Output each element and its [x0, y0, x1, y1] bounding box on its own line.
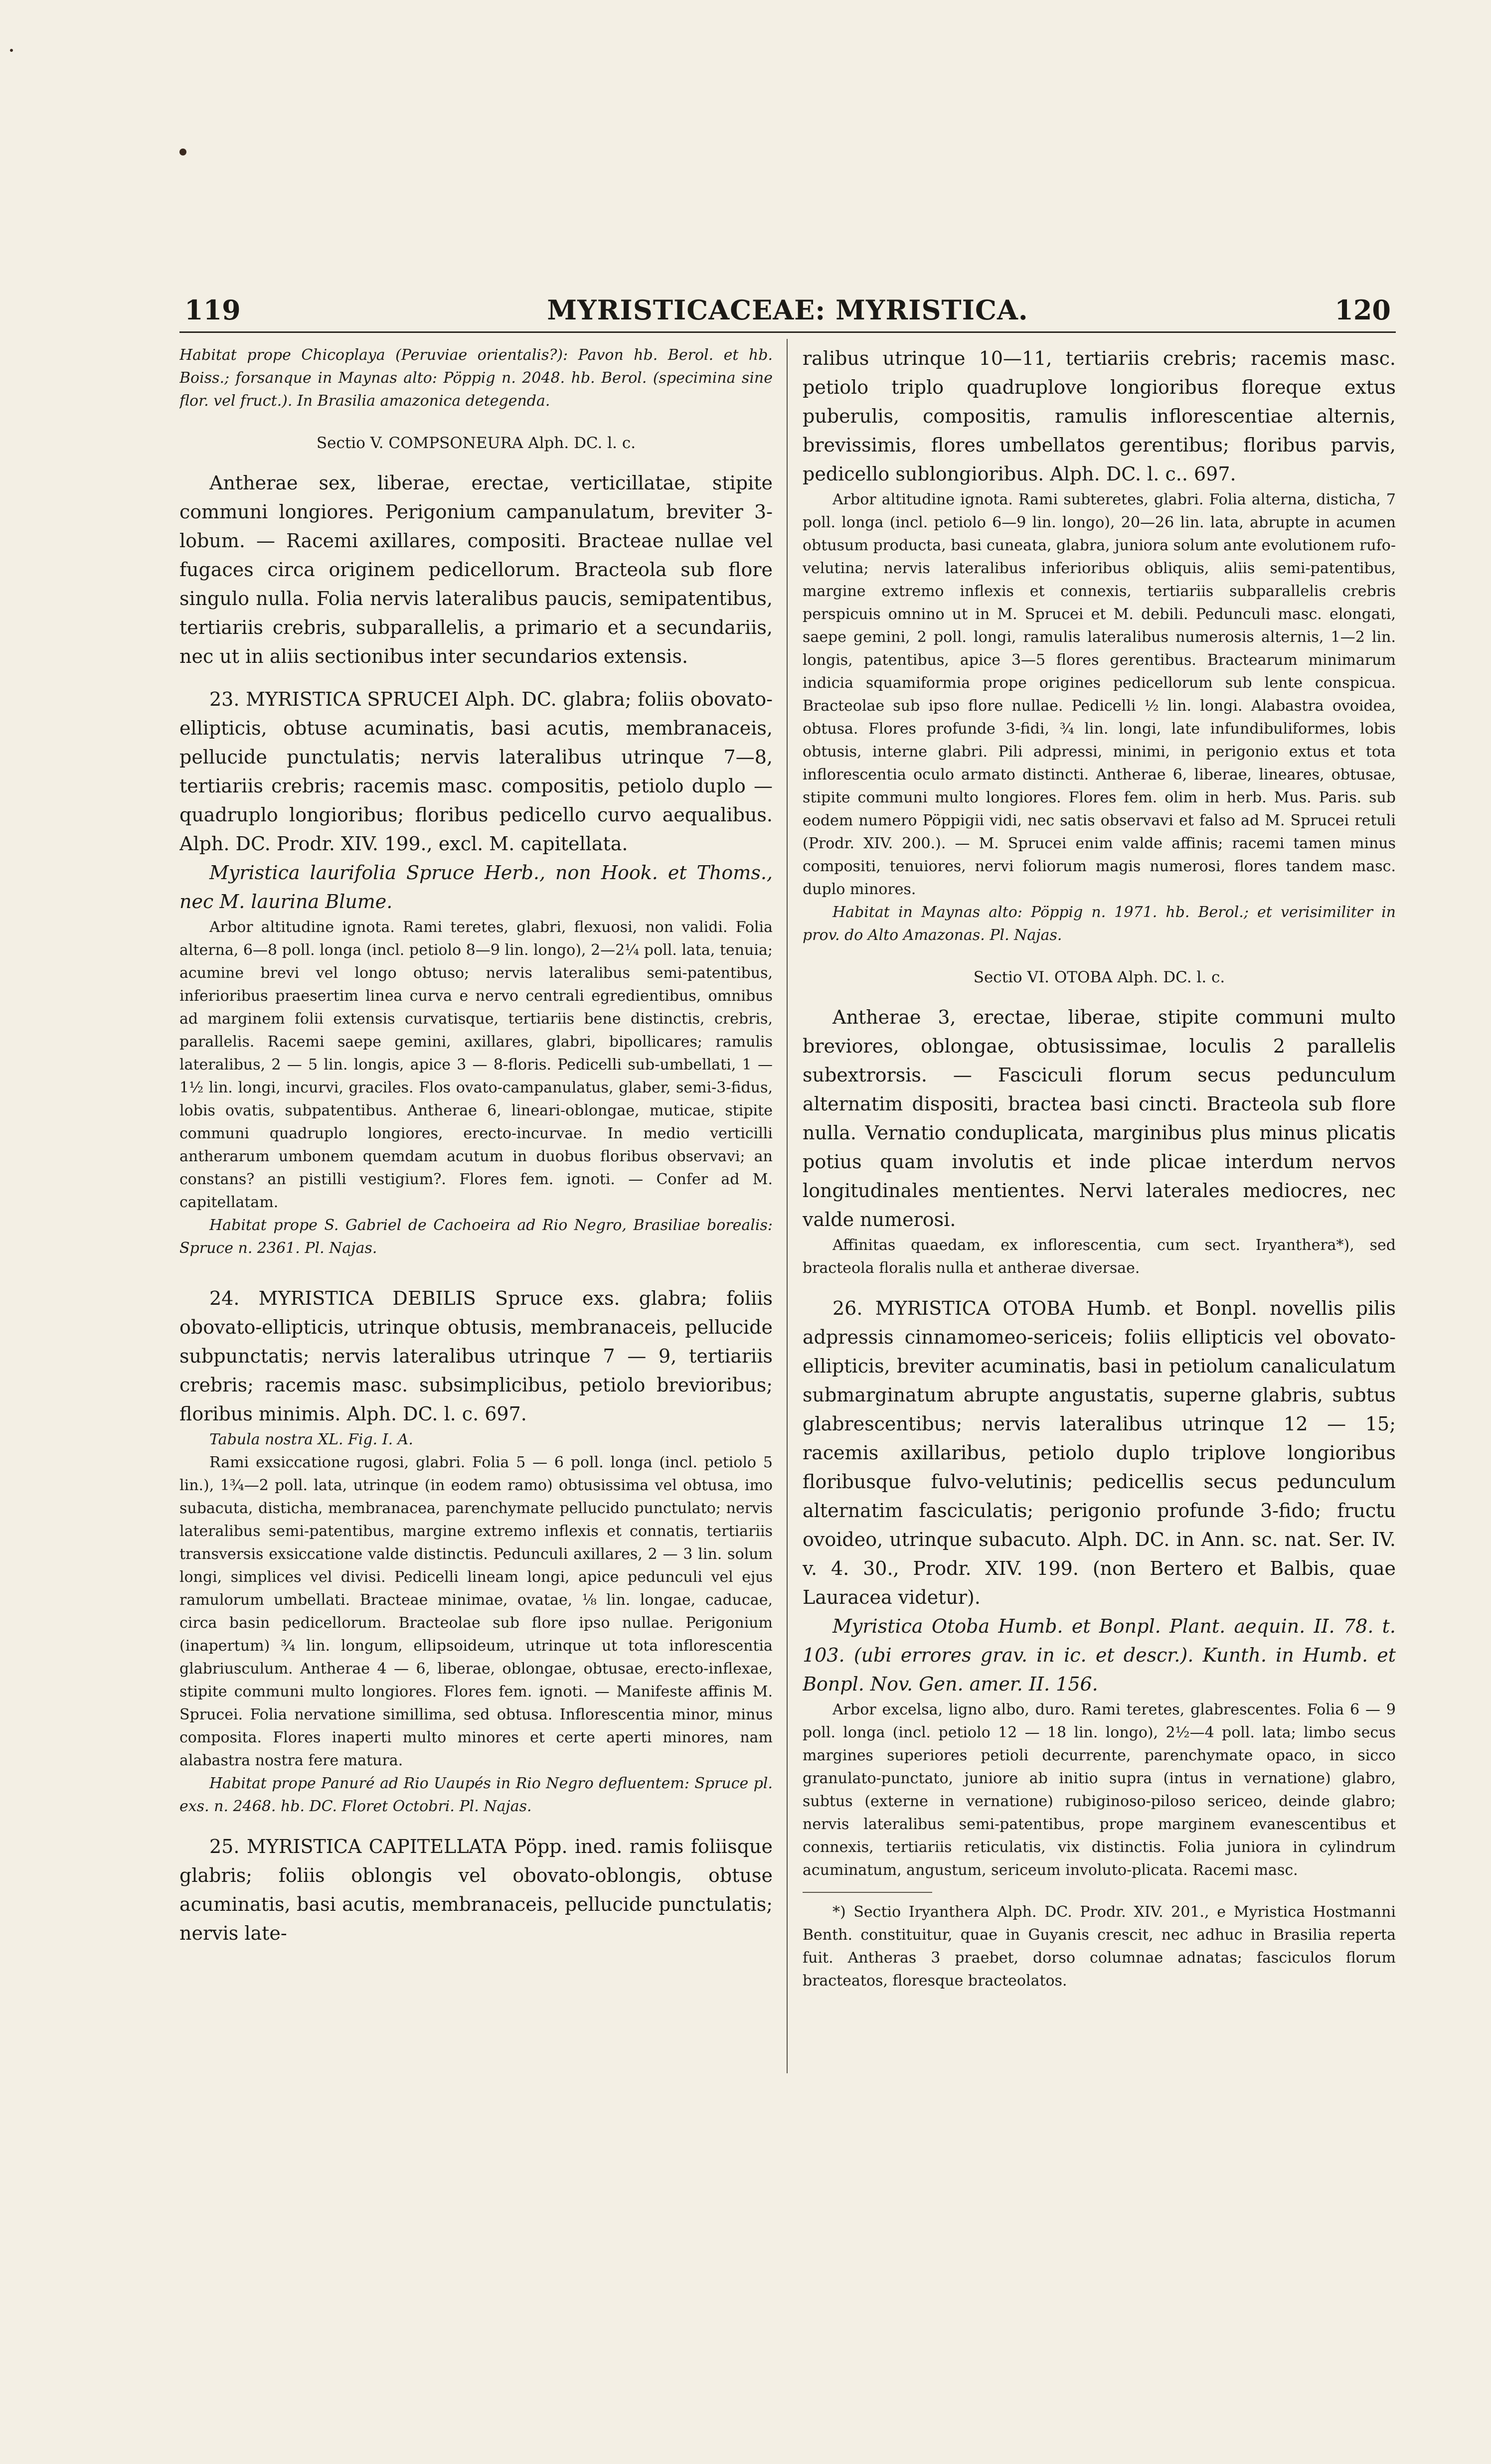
page-number-left: 119 — [184, 294, 241, 326]
description-paragraph: Arbor altitudine ignota. Rami subteretes, glabri. Folia alterna, disticha, 7 poll. longa (incl. petiolo 6—9 lin. longo), 20—26 lin. lata, abrupte in acumen obtusum producta, basi cuneata, glabra, juniora solum ante evolutionem rufo-velutina; nervis lateralibus inferioribus obliquis, aliis semi-patentibus, margine extremo inflexis et connexis, tertiariis subparallelis crebris perspicuis omnino ut in M. Sprucei et M. debili. Pedunculi masc. elongati, saepe gemini, 2 poll. longi, ramulis lateralibus numerosis alternis, 1—2 lin. longis, patentibus, apice 3—5 flores gerentibus. Bractearum minimarum indicia squamiformia prope origines pedicellorum sub lente conspicua. Bracteolae sub ipso flore nullae. Pedicelli ½ lin. longi. Alabastra ovoidea, obtusa. Flores profunde 3-fidi, ¾ lin. longi, late infundibuliformes, lobis obtusis, interne glabri. Pili adpressi, minimi, in perigonio extus et tota inflorescentia oculo armato distincti. Antherae 6, liberae, lineares, obtusae, stipite communi multo longiores. Flores fem. olim in herb. Mus. Paris. sub eodem numero Pöppigii vidi, nec satis observavi et falso ad M. Sprucei retuli (Prodr. XIV. 200.). — M. Sprucei enim valde affinis; racemi tamen minus compositi, tenuiores, nervi foliorum magis numerosi, flores tandem masc. duplo minores. — [803, 491, 1396, 898]
section-heading: Sectio VI. OTOBA Alph. DC. l. c. — [973, 968, 1225, 986]
page-number-right: 120 — [1334, 294, 1391, 326]
italic-paragraph: Myristica Otoba Humb. et Bonpl. Plant. aequin. II. 78. t. 103. (ubi errores grav. in ic. et descr.). Kunth. in Humb. et Bonpl. Nov. Gen. amer. II. 156. — [803, 1615, 1396, 1695]
section-heading: Sectio V. COMPSONEURA Alph. DC. l. c. — [316, 434, 636, 452]
description-paragraph: Affinitas quaedam, ex inflorescentia, cum sect. Iryanthera*), sed bracteola floralis nulla et antherae diversae. — [803, 1236, 1396, 1277]
right-column — [803, 344, 1396, 2118]
running-title: MYRISTICACEAE: MYRISTICA. — [547, 294, 1028, 326]
page-header — [179, 294, 1396, 334]
paragraph: 26. MYRISTICA OTOBA Humb. et Bonpl. novellis pilis adpressis cinnamomeo-sericeis; foliis ellipticis vel obovato-ellipticis, breviter acuminatis, basi in petiolum canaliculatum submarginatum abrupte angustatis, superne glabris, subtus glabrescentibus; nervis lateralibus utrinque 12 — 15; racemis axillaribus, petiolo duplo triplove longioribus floribusque fulvo-velutinis; pedicellis secus pedunculum alternatim fasciculatis; perigonio profunde 3-fido; fructu ovoideo, utrinque subacuto. Alph. DC. in Ann. sc. nat. Ser. IV. v. 4. 30., Prodr. XIV. 199. (non Bertero et Balbis, quae Lauracea videtur). — [803, 1297, 1396, 1608]
column-divider — [787, 339, 788, 2073]
italic-paragraph: Habitat prope Panuré ad Rio Uaupés in Rio Negro defluentem: Spruce pl. exs. n. 2468. hb. DC. Floret Octobri. Pl. Najas. — [179, 1775, 773, 1815]
footnote-rule — [803, 1892, 932, 1893]
description-paragraph: *) Sectio Iryanthera Alph. DC. Prodr. XIV. 201., e Myristica Hostmanni Benth. constituitur, quae in Guyanis crescit, nec adhuc in Brasilia reperta fuit. Antheras 3 praebet, dorso columnae adnatas; fasciculos florum bracteatos, floresque bracteolatos. — [803, 1903, 1396, 1990]
italic-paragraph: Habitat prope S. Gabriel de Cachoeira ad Rio Negro, Brasiliae borealis: Spruce n. 2361. Pl. Najas. — [179, 1217, 773, 1257]
paragraph: 23. MYRISTICA SPRUCEI Alph. DC. glabra; foliis obovato-ellipticis, obtuse acuminatis, basi acutis, membranaceis, pellucide punctulatis; nervis lateralibus utrinque 7—8, tertiariis crebris; racemis masc. compositis, petiolo duplo — quadruplo longioribus; floribus pedicello curvo aequalibus. Alph. DC. Prodr. XIV. 199., excl. M. capitellata. — [179, 688, 773, 855]
paragraph: ralibus utrinque 10—11, tertiariis crebris; racemis masc. petiolo triplo quadruplove longioribus floreque extus puberulis, compositis, ramulis inflorescentiae alternis, brevissimis, flores umbellatos gerentibus; floribus parvis, pedicello sublongioribus. Alph. DC. l. c.. 697. — [803, 347, 1396, 485]
paragraph: 24. MYRISTICA DEBILIS Spruce exs. glabra; foliis obovato-ellipticis, utrinque obtusis, membranaceis, pellucide subpunctatis; nervis lateralibus utrinque 7 — 9, tertiariis crebris; racemis masc. subsimplicibus, petiolo brevioribus; floribus minimis. Alph. DC. l. c. 697. — [179, 1287, 773, 1425]
italic-paragraph: Habitat prope Chicoplaya (Peruviae orientalis?): Pavon hb. Berol. et hb. Boiss.; forsanque in Maynas alto: Pöppig n. 2048. hb. Berol. (specimina sine flor. vel fruct.). In Brasilia amazonica detegenda. — [179, 346, 773, 410]
spacer — [179, 1818, 773, 1832]
description-paragraph: Rami exsiccatione rugosi, glabri. Folia 5 — 6 poll. longa (incl. petiolo 5 lin.), 1¾—2 poll. lata, utrinque (in eodem ramo) obtusissima vel obtusa, imo subacuta, disticha, membranacea, parenchymate pellucido punctulato; nervis lateralibus semi-patentibus, margine extremo inflexis et connatis, tertiariis transversis exsiccatione valde distinctis. Pedunculi axillares, 2 — 3 lin. solum longi, simplices vel divisi. Pedicelli lineam longi, apice pedunculi vel ejus ramulorum umbellati. Bracteae minimae, ovatae, ⅛ lin. longae, caducae, circa basin pedicellorum. Bracteolae sub flore ipso nullae. Perigonium (inapertum) ¾ lin. longum, ellipsoideum, utrinque ut tota inflorescentia glabriusculum. Antherae 4 — 6, liberae, oblongae, obtusae, erecto-inflexae, stipite communi multo longiores. Flores fem. ignoti. — Manifeste affinis M. Sprucei. Folia nervatione simillima, sed obtusa. Inflorescentia minor, minus composita. Flores inaperti multo minores et certe aperti minores, nam alabastra nostra fere matura. — [179, 1454, 773, 1769]
description-paragraph: Arbor excelsa, ligno albo, duro. Rami teretes, glabrescentes. Folia 6 — 9 poll. longa (incl. petiolo 12 — 18 lin. longo), 2½—4 poll. lata; limbo secus margines superiores petioli decurrente, parenchymate opaco, in sicco granulato-punctato, juniore ab initio supra (intus in vernatione) glabro, subtus (externe in vernatione) rubiginoso-piloso sericeo, deinde glabro; nervis lateralibus semi-patentibus, prope marginem evanescentibus et connexis, tertiariis reticulatis, vix distinctis. Folia juniora in cylindrum acuminatum, angustum, sericeum involuto-plicata. Racemi masc. — [803, 1701, 1396, 1879]
paragraph: Antherae sex, liberae, erectae, verticillatae, stipite communi longiores. Perigonium campanulatum, breviter 3-lobum. — Racemi axillares, compositi. Bracteae nullae vel fugaces circa originem pedicellorum. Bracteola sub flore singulo nulla. Folia nervis lateralibus paucis, semipatentibus, tertiariis crebris, subparallelis, a primario et a secundariis, nec ut in aliis sectionibus inter secundarios extensis. — [179, 472, 773, 667]
spacer — [179, 671, 773, 685]
italic-paragraph: Habitat in Maynas alto: Pöppig n. 1971. hb. Berol.; et verisimiliter in prov. do Alto Amazonas. Pl. Najas. — [803, 904, 1396, 944]
italic-paragraph: Myristica laurifolia Spruce Herb., non Hook. et Thoms., nec M. laurina Blume. — [179, 862, 773, 913]
description-paragraph: Arbor altitudine ignota. Rami teretes, glabri, flexuosi, non validi. Folia alterna, 6—8 poll. longa (incl. petiolo 8—9 lin. longo), 2—2¼ poll. lata, tenuia; acumine brevi vel longo obtuso; nervis lateralibus semi-patentibus, inferioribus praesertim linea curva e nervo centrali egredientibus, omnibus ad marginem folii extensis curvatisque, tertiariis bene distinctis, crebris, parallelis. Racemi saepe gemini, axillares, glabri, bipollicares; ramulis lateralibus, 2 — 5 lin. longis, apice 3 — 8-floris. Pedicelli sub-umbellati, 1 — 1½ lin. longi, incurvi, graciles. Flos ovato-campanulatus, glaber, semi-3-fidus, lobis ovatis, subpatentibus. Antherae 6, lineari-oblongae, muticae, stipite communi quadruplo longiores, erecto-incurvae. In medio verticilli antherarum umbonem quemdam acutum in duobus floribus observavi; an constans? an pistilli vestigium?. Flores fem. ignoti. — Confer ad M. capitellatam. — [179, 919, 773, 1211]
spacer — [179, 1260, 773, 1284]
paragraph: 25. MYRISTICA CAPITELLATA Pöpp. ined. ramis foliisque glabris; foliis oblongis vel obovato-oblongis, obtuse acuminatis, basi acutis, membranaceis, pellucide punctulatis; nervis late- — [179, 1836, 773, 1944]
ink-speck — [10, 49, 13, 52]
header-rule — [179, 331, 1396, 333]
ink-speck — [179, 149, 186, 155]
left-column — [179, 344, 773, 2118]
italic-paragraph: Tabula nostra XL. Fig. I. A. — [209, 1431, 413, 1448]
spacer — [803, 1280, 1396, 1294]
paragraph: Antherae 3, erectae, liberae, stipite communi multo breviores, oblongae, obtusissimae, loculis 2 parallelis subextrorsis. — Fasciculi florum secus pedunculum alternatim dispositi, bractea basi cincti. Bracteola sub flore nulla. Vernatio conduplicata, marginibus plus minus plicatis potius quam involutis et inde plicae interdum nervos longitudinales mentientes. Nervi laterales mediocres, nec valde numerosi. — [803, 1006, 1396, 1231]
